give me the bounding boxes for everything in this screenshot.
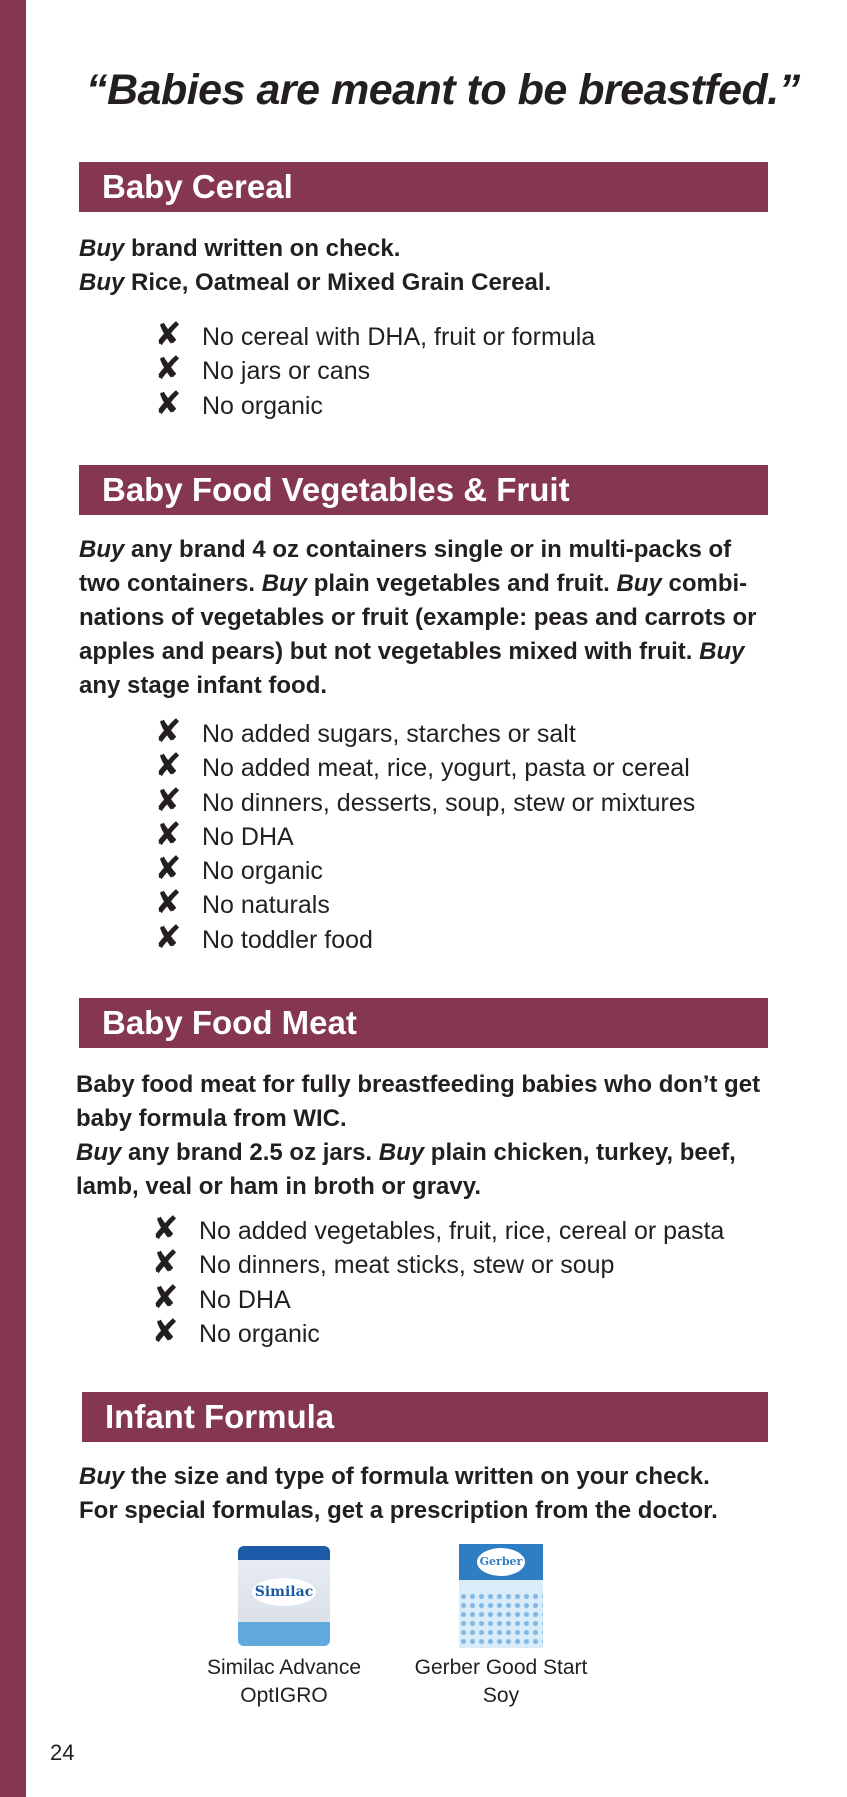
list-item [148, 386, 595, 420]
list-item [148, 783, 695, 817]
section-title: Baby Cereal [102, 168, 293, 205]
product-gerber-good-start-soy [401, 1544, 601, 1710]
section-header-vegetables-fruit [79, 465, 768, 515]
x-mark-icon: ✘ [154, 713, 182, 749]
cereal-buy-instructions [79, 232, 769, 300]
x-mark-icon: ✘ [151, 1312, 179, 1349]
list-item [148, 920, 695, 954]
formula-buy-line: Buy the size and type of formula written on your check. [79, 1463, 710, 1490]
restriction-text: No added vegetables, fruit, rice, cereal or pasta [199, 1217, 725, 1245]
restriction-text: No cereal with DHA, fruit or formula [202, 323, 596, 351]
similac-can-image [238, 1546, 330, 1646]
restriction-text: No organic [199, 1319, 320, 1348]
x-mark-icon: ✘ [154, 815, 182, 852]
restriction-text: No DHA [202, 822, 294, 851]
left-accent-bar [0, 0, 26, 1797]
gerber-logo: Gerber [477, 1548, 525, 1576]
x-mark-icon: ✘ [151, 1244, 179, 1281]
restriction-text: No added sugars, starches or salt [202, 720, 576, 748]
section-title: Baby Food Meat [102, 1004, 357, 1041]
list-item [145, 1211, 724, 1245]
similac-logo: Similac [252, 1578, 316, 1606]
cereal-restrictions-list [148, 317, 595, 420]
cereal-buy-line: Buy brand written on check. [79, 235, 401, 262]
meat-restrictions-list [145, 1211, 724, 1348]
section-title: Infant Formula [105, 1398, 335, 1435]
list-item [148, 714, 695, 748]
formula-prescription-line: For special formulas, get a prescription from the doctor. [79, 1497, 718, 1524]
vegetables-restrictions-list [148, 714, 695, 954]
x-mark-icon: ✘ [154, 747, 182, 784]
list-item [148, 885, 695, 919]
meat-buy-line: Buy any brand 2.5 oz jars. Buy plain chicken, turkey, beef, lamb, veal or ham in broth or gravy. [76, 1139, 736, 1200]
restriction-text: No organic [202, 391, 323, 420]
x-mark-icon: ✘ [154, 350, 182, 387]
gerber-package-image [459, 1544, 543, 1648]
formula-buy-instructions [79, 1460, 779, 1528]
list-item [145, 1245, 724, 1279]
x-mark-icon: ✘ [154, 384, 182, 421]
product-caption: Similac Advance OptIGRO [206, 1656, 362, 1707]
x-mark-icon: ✘ [154, 850, 182, 887]
restriction-text: No DHA [199, 1285, 291, 1314]
list-item [148, 351, 595, 385]
list-item [145, 1280, 724, 1314]
x-mark-icon: ✘ [154, 918, 182, 955]
meat-buy-instructions [76, 1068, 770, 1204]
x-mark-icon: ✘ [151, 1278, 179, 1315]
list-item [148, 317, 595, 351]
restriction-text: No dinners, desserts, soup, stew or mixtures [202, 788, 696, 817]
restriction-text: No organic [202, 857, 323, 886]
vegetables-buy-instructions: Buy any brand 4 oz containers single or in multi-packs of two containers. Buy plain vegetables and fruit. Buy combi-nations of vegetables or fruit (example: peas and carrots or apples and pears) but not vegetables mixed with fruit. Buy any stage infant food. [79, 536, 757, 699]
section-header-baby-cereal [79, 162, 768, 212]
list-item [148, 851, 695, 885]
restriction-text: No jars or cans [202, 357, 371, 386]
list-item [148, 817, 695, 851]
page-number: 24 [50, 1740, 75, 1765]
section-header-infant-formula [82, 1392, 768, 1442]
restriction-text: No toddler food [202, 925, 373, 954]
restriction-text: No naturals [202, 891, 330, 920]
x-mark-icon: ✘ [151, 1210, 179, 1246]
product-caption: Gerber Good Start Soy [414, 1656, 588, 1707]
page-headline: “Babies are meant to be breastfed.” [86, 66, 800, 114]
x-mark-icon: ✘ [154, 316, 182, 352]
list-item [145, 1314, 724, 1348]
x-mark-icon: ✘ [154, 884, 182, 921]
cereal-buy-line: Buy Rice, Oatmeal or Mixed Grain Cereal. [79, 269, 552, 296]
list-item [148, 748, 695, 782]
meat-intro: Baby food meat for fully breastfeeding babies who don’t get baby formula from WIC. [76, 1071, 761, 1132]
product-similac-advance [184, 1546, 384, 1710]
restriction-text: No added meat, rice, yogurt, pasta or cereal [202, 754, 690, 783]
restriction-text: No dinners, meat sticks, stew or soup [199, 1251, 615, 1280]
x-mark-icon: ✘ [154, 781, 182, 818]
section-header-baby-food-meat [79, 998, 768, 1048]
section-title: Baby Food Vegetables & Fruit [102, 471, 570, 508]
